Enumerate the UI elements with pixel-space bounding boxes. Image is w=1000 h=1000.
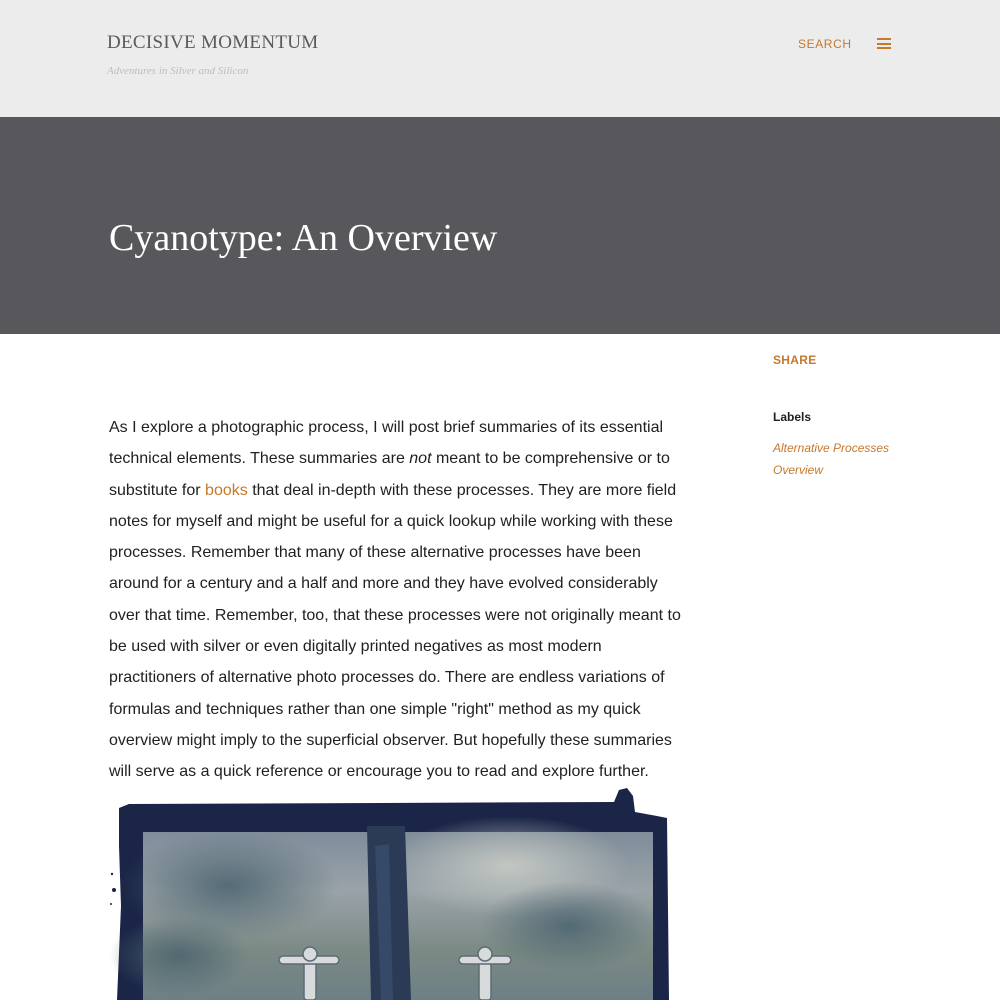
post-body-text-1: As I explore a photographic process, I will post brief summaries of its essential technical elements. These summaries are <box>109 419 664 468</box>
cyanotype-photo[interactable] <box>109 786 679 1000</box>
labels-list <box>773 437 889 481</box>
post-hero <box>0 117 1000 334</box>
label-link-overview[interactable]: Overview <box>773 463 824 477</box>
post-body-emphasis: not <box>409 450 432 468</box>
blog-title[interactable]: DECISIVE MOMENTUM <box>107 32 319 53</box>
search-button[interactable]: SEARCH <box>798 37 852 51</box>
site-header <box>0 0 1000 117</box>
labels-heading: Labels <box>773 410 812 424</box>
post-body <box>109 412 691 788</box>
label-link-alternative-processes[interactable]: Alternative Processes <box>773 441 890 455</box>
post-title: Cyanotype: An Overview <box>109 217 498 259</box>
hamburger-menu-icon[interactable] <box>877 38 891 49</box>
share-button[interactable]: SHARE <box>773 353 817 367</box>
blog-tagline: Adventures in Silver and Silicon <box>107 65 249 77</box>
books-link[interactable]: books <box>205 481 248 499</box>
post-body-text-2: meant to be comprehensive or to substitute for <box>109 450 670 499</box>
cyanotype-print-image <box>109 786 679 1000</box>
post-body-text-3: that deal in-depth with these processes. They are more field notes for myself and might be useful for a quick lookup while working with these processes. Remember that many of these alternative processes have been around for a century and a half and more and they have evolved considerably over that time. Remember, too, that these processes were not originally meant to be used with silver or even digitally printed negatives as most modern practitioners of alternative photo processes do. There are endless variations of formulas and techniques rather than one simple "right" method as my quick overview might imply to the superficial observer. But hopefully these summaries will serve as a quick reference or encourage you to read and explore further. <box>109 481 681 781</box>
